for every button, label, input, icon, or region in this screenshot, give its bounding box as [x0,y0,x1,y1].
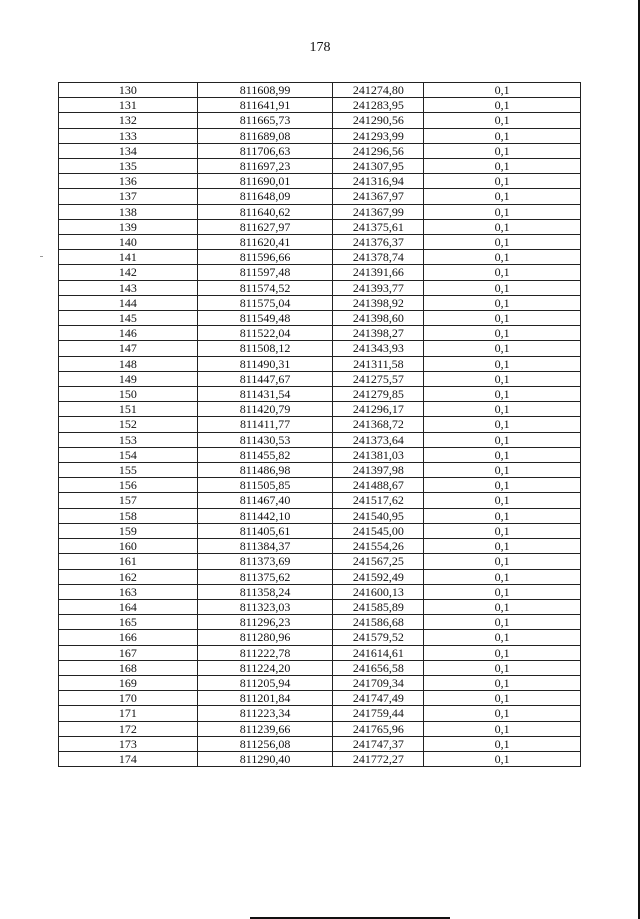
y-coordinate-cell: 241656,58 [333,660,424,675]
point-number-cell: 171 [59,706,198,721]
accuracy-cell: 0,1 [424,356,581,371]
y-coordinate-cell: 241296,56 [333,143,424,158]
table-row [59,660,581,675]
y-coordinate-cell: 241488,67 [333,478,424,493]
y-coordinate-cell: 241747,37 [333,736,424,751]
x-coordinate-cell: 811706,63 [197,143,333,158]
y-coordinate-cell: 241316,94 [333,174,424,189]
accuracy-cell: 0,1 [424,128,581,143]
accuracy-cell: 0,1 [424,615,581,630]
point-number-cell: 167 [59,645,198,660]
y-coordinate-cell: 241765,96 [333,721,424,736]
x-coordinate-cell: 811431,54 [197,387,333,402]
table-row [59,235,581,250]
point-number-cell: 174 [59,751,198,766]
accuracy-cell: 0,1 [424,675,581,690]
y-coordinate-cell: 241393,77 [333,280,424,295]
accuracy-cell: 0,1 [424,204,581,219]
point-number-cell: 162 [59,569,198,584]
point-number-cell: 154 [59,447,198,462]
accuracy-cell: 0,1 [424,295,581,310]
accuracy-cell: 0,1 [424,463,581,478]
table-row [59,143,581,158]
y-coordinate-cell: 241398,27 [333,326,424,341]
x-coordinate-cell: 811256,08 [197,736,333,751]
accuracy-cell: 0,1 [424,478,581,493]
accuracy-cell: 0,1 [424,751,581,766]
table-row [59,478,581,493]
table-row [59,402,581,417]
y-coordinate-cell: 241398,60 [333,311,424,326]
x-coordinate-cell: 811640,62 [197,204,333,219]
point-number-cell: 151 [59,402,198,417]
point-number-cell: 164 [59,599,198,614]
table-row [59,83,581,98]
x-coordinate-cell: 811201,84 [197,691,333,706]
accuracy-cell: 0,1 [424,219,581,234]
table-row [59,174,581,189]
x-coordinate-cell: 811627,97 [197,219,333,234]
accuracy-cell: 0,1 [424,645,581,660]
table-row [59,326,581,341]
table-row [59,675,581,690]
point-number-cell: 138 [59,204,198,219]
point-number-cell: 163 [59,584,198,599]
x-coordinate-cell: 811280,96 [197,630,333,645]
y-coordinate-cell: 241747,49 [333,691,424,706]
table-row [59,523,581,538]
accuracy-cell: 0,1 [424,706,581,721]
table-row [59,219,581,234]
table-row [59,554,581,569]
x-coordinate-cell: 811239,66 [197,721,333,736]
point-number-cell: 170 [59,691,198,706]
point-number-cell: 134 [59,143,198,158]
table-row [59,189,581,204]
point-number-cell: 137 [59,189,198,204]
accuracy-cell: 0,1 [424,98,581,113]
table-row [59,417,581,432]
table-row [59,311,581,326]
accuracy-cell: 0,1 [424,189,581,204]
accuracy-cell: 0,1 [424,569,581,584]
y-coordinate-cell: 241540,95 [333,508,424,523]
point-number-cell: 145 [59,311,198,326]
y-coordinate-cell: 241567,25 [333,554,424,569]
y-coordinate-cell: 241585,89 [333,599,424,614]
table-row [59,539,581,554]
point-number-cell: 148 [59,356,198,371]
accuracy-cell: 0,1 [424,159,581,174]
x-coordinate-cell: 811620,41 [197,235,333,250]
y-coordinate-cell: 241368,72 [333,417,424,432]
accuracy-cell: 0,1 [424,554,581,569]
table-row [59,295,581,310]
x-coordinate-cell: 811665,73 [197,113,333,128]
point-number-cell: 139 [59,219,198,234]
x-coordinate-cell: 811648,09 [197,189,333,204]
accuracy-cell: 0,1 [424,660,581,675]
point-number-cell: 135 [59,159,198,174]
table-row [59,463,581,478]
x-coordinate-cell: 811597,48 [197,265,333,280]
table-row [59,706,581,721]
accuracy-cell: 0,1 [424,691,581,706]
accuracy-cell: 0,1 [424,326,581,341]
y-coordinate-cell: 241367,99 [333,204,424,219]
y-coordinate-cell: 241373,64 [333,432,424,447]
y-coordinate-cell: 241586,68 [333,615,424,630]
accuracy-cell: 0,1 [424,371,581,386]
accuracy-cell: 0,1 [424,83,581,98]
table-row [59,280,581,295]
point-number-cell: 160 [59,539,198,554]
table-row [59,691,581,706]
accuracy-cell: 0,1 [424,508,581,523]
y-coordinate-cell: 241311,58 [333,356,424,371]
x-coordinate-cell: 811467,40 [197,493,333,508]
accuracy-cell: 0,1 [424,265,581,280]
x-coordinate-cell: 811224,20 [197,660,333,675]
table-row [59,341,581,356]
y-coordinate-cell: 241614,61 [333,645,424,660]
x-coordinate-cell: 811323,03 [197,599,333,614]
x-coordinate-cell: 811697,23 [197,159,333,174]
y-coordinate-cell: 241772,27 [333,751,424,766]
coordinates-table [58,82,581,767]
point-number-cell: 132 [59,113,198,128]
table-row [59,569,581,584]
table-row [59,265,581,280]
x-coordinate-cell: 811574,52 [197,280,333,295]
x-coordinate-cell: 811205,94 [197,675,333,690]
x-coordinate-cell: 811549,48 [197,311,333,326]
table-row [59,615,581,630]
x-coordinate-cell: 811689,08 [197,128,333,143]
table-row [59,371,581,386]
point-number-cell: 142 [59,265,198,280]
y-coordinate-cell: 241290,56 [333,113,424,128]
point-number-cell: 141 [59,250,198,265]
table-row [59,356,581,371]
table-row [59,447,581,462]
y-coordinate-cell: 241579,52 [333,630,424,645]
y-coordinate-cell: 241545,00 [333,523,424,538]
table-row [59,98,581,113]
accuracy-cell: 0,1 [424,387,581,402]
point-number-cell: 173 [59,736,198,751]
accuracy-cell: 0,1 [424,447,581,462]
table-row [59,204,581,219]
y-coordinate-cell: 241554,26 [333,539,424,554]
x-coordinate-cell: 811290,40 [197,751,333,766]
x-coordinate-cell: 811223,34 [197,706,333,721]
accuracy-cell: 0,1 [424,432,581,447]
x-coordinate-cell: 811442,10 [197,508,333,523]
x-coordinate-cell: 811486,98 [197,463,333,478]
x-coordinate-cell: 811447,67 [197,371,333,386]
accuracy-cell: 0,1 [424,630,581,645]
accuracy-cell: 0,1 [424,721,581,736]
y-coordinate-cell: 241378,74 [333,250,424,265]
y-coordinate-cell: 241391,66 [333,265,424,280]
point-number-cell: 152 [59,417,198,432]
point-number-cell: 143 [59,280,198,295]
y-coordinate-cell: 241367,97 [333,189,424,204]
page-number: 178 [309,40,331,55]
point-number-cell: 136 [59,174,198,189]
point-number-cell: 166 [59,630,198,645]
y-coordinate-cell: 241376,37 [333,235,424,250]
x-coordinate-cell: 811222,78 [197,645,333,660]
point-number-cell: 140 [59,235,198,250]
accuracy-cell: 0,1 [424,250,581,265]
accuracy-cell: 0,1 [424,174,581,189]
coordinates-table-body [59,83,581,767]
x-coordinate-cell: 811641,91 [197,98,333,113]
y-coordinate-cell: 241592,49 [333,569,424,584]
y-coordinate-cell: 241709,34 [333,675,424,690]
table-row [59,721,581,736]
accuracy-cell: 0,1 [424,311,581,326]
accuracy-cell: 0,1 [424,584,581,599]
accuracy-cell: 0,1 [424,539,581,554]
y-coordinate-cell: 241375,61 [333,219,424,234]
point-number-cell: 161 [59,554,198,569]
table-row [59,645,581,660]
y-coordinate-cell: 241381,03 [333,447,424,462]
x-coordinate-cell: 811608,99 [197,83,333,98]
accuracy-cell: 0,1 [424,736,581,751]
point-number-cell: 149 [59,371,198,386]
table-row [59,387,581,402]
x-coordinate-cell: 811596,66 [197,250,333,265]
y-coordinate-cell: 241398,92 [333,295,424,310]
y-coordinate-cell: 241307,95 [333,159,424,174]
x-coordinate-cell: 811455,82 [197,447,333,462]
point-number-cell: 150 [59,387,198,402]
table-row [59,584,581,599]
y-coordinate-cell: 241275,57 [333,371,424,386]
point-number-cell: 155 [59,463,198,478]
accuracy-cell: 0,1 [424,235,581,250]
x-coordinate-cell: 811522,04 [197,326,333,341]
accuracy-cell: 0,1 [424,523,581,538]
point-number-cell: 133 [59,128,198,143]
point-number-cell: 131 [59,98,198,113]
table-row [59,250,581,265]
table-row [59,432,581,447]
y-coordinate-cell: 241397,98 [333,463,424,478]
accuracy-cell: 0,1 [424,417,581,432]
accuracy-cell: 0,1 [424,143,581,158]
x-coordinate-cell: 811508,12 [197,341,333,356]
point-number-cell: 172 [59,721,198,736]
point-number-cell: 157 [59,493,198,508]
y-coordinate-cell: 241759,44 [333,706,424,721]
x-coordinate-cell: 811358,24 [197,584,333,599]
accuracy-cell: 0,1 [424,402,581,417]
accuracy-cell: 0,1 [424,341,581,356]
table-row [59,508,581,523]
point-number-cell: 168 [59,660,198,675]
x-coordinate-cell: 811505,85 [197,478,333,493]
y-coordinate-cell: 241279,85 [333,387,424,402]
x-coordinate-cell: 811411,77 [197,417,333,432]
x-coordinate-cell: 811296,23 [197,615,333,630]
table-row [59,159,581,174]
accuracy-cell: 0,1 [424,113,581,128]
y-coordinate-cell: 241343,93 [333,341,424,356]
scan-speck [40,256,43,257]
y-coordinate-cell: 241293,99 [333,128,424,143]
accuracy-cell: 0,1 [424,599,581,614]
x-coordinate-cell: 811420,79 [197,402,333,417]
table-row [59,630,581,645]
point-number-cell: 153 [59,432,198,447]
y-coordinate-cell: 241600,13 [333,584,424,599]
table-row [59,113,581,128]
point-number-cell: 165 [59,615,198,630]
x-coordinate-cell: 811375,62 [197,569,333,584]
y-coordinate-cell: 241296,17 [333,402,424,417]
table-row [59,493,581,508]
accuracy-cell: 0,1 [424,280,581,295]
table-row [59,599,581,614]
y-coordinate-cell: 241283,95 [333,98,424,113]
table-row [59,736,581,751]
y-coordinate-cell: 241517,62 [333,493,424,508]
point-number-cell: 147 [59,341,198,356]
x-coordinate-cell: 811575,04 [197,295,333,310]
x-coordinate-cell: 811405,61 [197,523,333,538]
x-coordinate-cell: 811384,37 [197,539,333,554]
point-number-cell: 144 [59,295,198,310]
table-row [59,128,581,143]
x-coordinate-cell: 811373,69 [197,554,333,569]
point-number-cell: 169 [59,675,198,690]
table-row [59,751,581,766]
point-number-cell: 156 [59,478,198,493]
x-coordinate-cell: 811430,53 [197,432,333,447]
point-number-cell: 146 [59,326,198,341]
point-number-cell: 159 [59,523,198,538]
x-coordinate-cell: 811490,31 [197,356,333,371]
accuracy-cell: 0,1 [424,493,581,508]
x-coordinate-cell: 811690,01 [197,174,333,189]
y-coordinate-cell: 241274,80 [333,83,424,98]
point-number-cell: 158 [59,508,198,523]
point-number-cell: 130 [59,83,198,98]
